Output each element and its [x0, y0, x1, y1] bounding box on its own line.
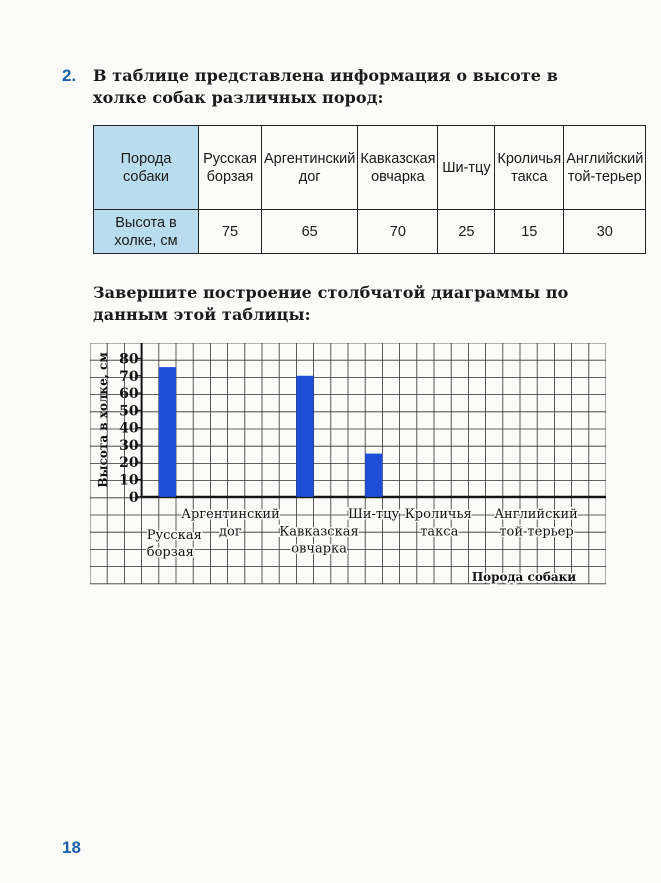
category-label: Ши-тцу: [348, 507, 400, 523]
bar: [159, 367, 176, 497]
y-tick-label: 70: [119, 368, 139, 385]
category-label: Кроличья: [404, 507, 472, 523]
task-number: 2.: [62, 66, 77, 85]
category-label: Русская: [146, 527, 202, 543]
row-header-height: Высота в холке, см: [94, 210, 199, 254]
y-axis-label: Высота в холке, см: [96, 352, 110, 488]
category-label: Английский: [494, 507, 578, 523]
category-label: Аргентинский: [181, 507, 280, 523]
y-tick-label: 30: [119, 437, 139, 454]
category-label: той-терьер: [499, 524, 574, 540]
table-cell-breed: Английский той-терьер: [564, 126, 646, 210]
page-number: 18: [62, 838, 81, 857]
bar: [296, 376, 313, 497]
table-cell-height: 65: [262, 210, 358, 254]
y-tick-label: 60: [119, 386, 139, 403]
y-tick-label: 80: [119, 351, 139, 368]
table-cell-height: 15: [495, 210, 564, 254]
y-tick-label: 50: [119, 403, 139, 420]
category-label: Кавказская: [279, 524, 359, 540]
bar-chart-svg: [90, 343, 606, 589]
table-cell-height: 25: [438, 210, 495, 254]
table-cell-height: 70: [358, 210, 438, 254]
category-label: борзая: [146, 545, 194, 560]
row-header-breed: Порода собаки: [94, 126, 199, 210]
x-axis-label: Порода собаки: [471, 569, 577, 584]
bar: [365, 454, 382, 497]
y-tick-label: 0: [128, 489, 139, 506]
instruction-text: Завершите построение столбчатой диаграммы по данным этой таблицы:: [93, 283, 569, 324]
table-cell-breed: Русская борзая: [199, 126, 262, 210]
table-cell-breed: Кроличья такса: [495, 126, 564, 210]
category-label: дог: [219, 524, 242, 540]
table-cell-breed: Ши-тцу: [438, 126, 495, 210]
dog-height-table: [93, 125, 646, 254]
category-label: овчарка: [291, 541, 347, 557]
table-cell-breed: Кавказская овчарка: [358, 126, 438, 210]
category-label: такса: [420, 524, 459, 540]
table-cell-height: 75: [199, 210, 262, 254]
y-tick-label: 40: [119, 420, 139, 437]
y-tick-label: 20: [119, 455, 139, 472]
y-tick-label: 10: [119, 472, 139, 489]
task-text: В таблице представлена информация о высоте в холке собак различных пород:: [93, 66, 558, 107]
bar-chart: [90, 343, 606, 593]
table-cell-breed: Аргентинский дог: [262, 126, 358, 210]
table-cell-height: 30: [564, 210, 646, 254]
